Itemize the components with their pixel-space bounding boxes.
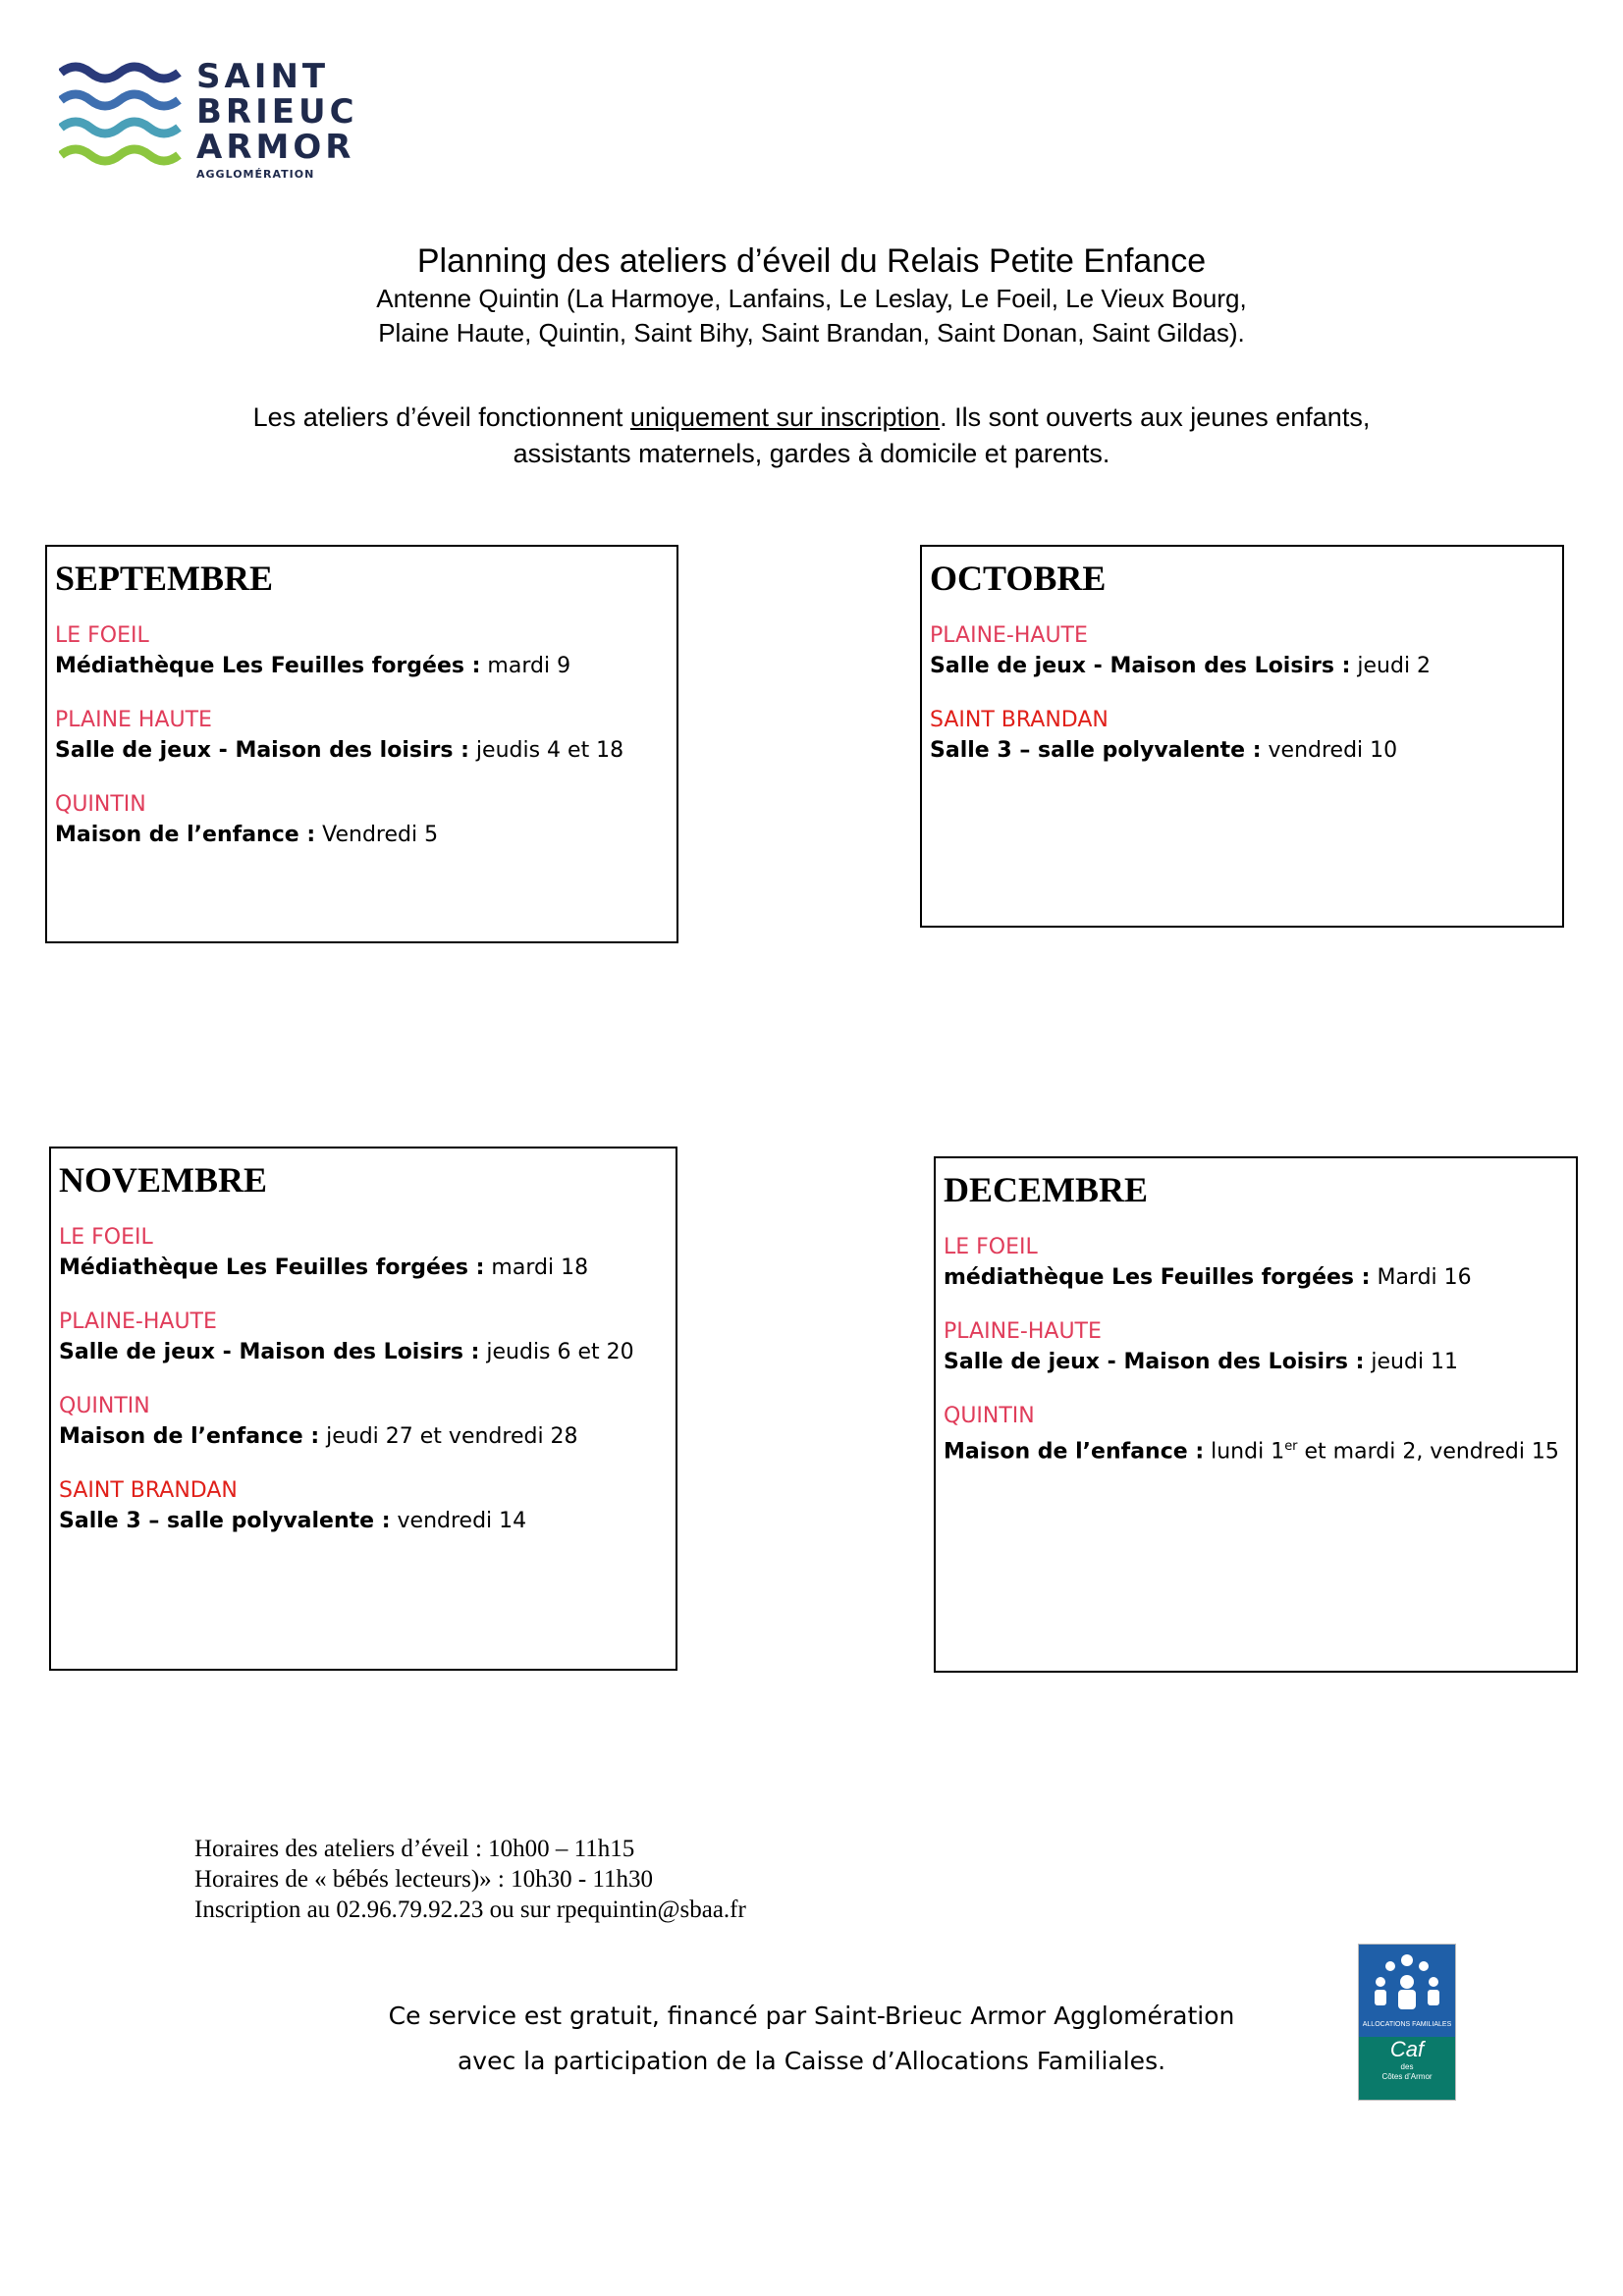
entry-dates: jeudi 27 et vendredi 28	[319, 1424, 578, 1449]
month-box-october	[920, 545, 1564, 928]
caf-line-1: des	[1400, 2062, 1414, 2071]
place-name: LE FOEIL	[59, 1225, 153, 1250]
month-box-september	[45, 545, 678, 943]
intro-underlined: uniquement sur inscription	[629, 402, 941, 432]
waves-icon	[59, 59, 187, 172]
schedule-entry	[55, 621, 669, 682]
venue-name: Salle de jeux - Maison des Loisirs :	[59, 1340, 480, 1364]
place-name: QUINTIN	[944, 1404, 1035, 1428]
entry-detail	[930, 651, 1554, 682]
entry-detail	[944, 1431, 1568, 1468]
venue-name: Salle 3 – salle polyvalente :	[930, 738, 1262, 763]
schedule-entry	[59, 1223, 668, 1284]
intro-line-2: assistants maternels, gardes à domicile et parents.	[513, 439, 1110, 468]
entry-dates: mardi 9	[480, 654, 571, 678]
logo-line-2: BRIEUC	[196, 92, 358, 132]
logo-line-3: ARMOR	[196, 128, 355, 167]
intro-text	[0, 400, 1623, 472]
month-title: DECEMBRE	[944, 1170, 1149, 1209]
entry-detail	[55, 820, 669, 851]
venue-name: Maison de l’enfance :	[59, 1424, 320, 1449]
caf-band-text: ALLOCATIONS FAMILIALES	[1359, 2021, 1455, 2037]
entry-detail	[59, 1337, 668, 1368]
intro-part-1: Les ateliers d’éveil fonctionnent	[252, 402, 630, 432]
month-title: OCTOBRE	[930, 559, 1107, 598]
month-box-november	[49, 1147, 677, 1671]
entry-detail	[55, 735, 669, 767]
superscript: er	[1284, 1439, 1298, 1454]
entry-detail	[930, 735, 1554, 767]
caf-figures-icon	[1359, 1945, 1455, 2021]
place-name: PLAINE-HAUTE	[59, 1309, 217, 1334]
caf-line-2: Côtes d’Armor	[1381, 2072, 1433, 2081]
venue-name: Maison de l’enfance :	[55, 823, 316, 847]
logo-line-4: AGGLOMÉRATION	[196, 168, 315, 181]
entry-dates: jeudi 2	[1350, 654, 1432, 678]
schedule-entry	[55, 790, 669, 851]
page-header	[0, 240, 1623, 350]
entry-dates-a: lundi 1	[1204, 1439, 1285, 1465]
hours-line-2: Horaires de « bébés lecteurs)» : 10h30 - 11h30	[194, 1866, 653, 1893]
caf-bottom	[1359, 2037, 1455, 2100]
venue-name: Maison de l’enfance :	[944, 1439, 1205, 1465]
footer-line-2: avec la participation de la Caisse d’Allocations Familiales.	[457, 2047, 1166, 2075]
caf-name: Caf	[1389, 2037, 1425, 2061]
entry-detail	[59, 1253, 668, 1284]
entry-dates: Mardi 16	[1370, 1265, 1472, 1290]
schedule-entry	[59, 1476, 668, 1537]
month-title: NOVEMBRE	[59, 1160, 268, 1200]
place-name: LE FOEIL	[55, 623, 149, 648]
logo-line-1: SAINT	[196, 57, 330, 96]
caf-logo	[1358, 1944, 1456, 2101]
place-name: SAINT BRANDAN	[59, 1478, 238, 1503]
entry-dates: jeudis 4 et 18	[468, 738, 624, 763]
schedule-entry	[944, 1317, 1568, 1378]
entry-dates: vendredi 14	[390, 1509, 527, 1533]
hours-info	[194, 1834, 746, 1925]
schedule-entry	[55, 706, 669, 767]
entry-detail	[944, 1347, 1568, 1378]
venue-name: Salle 3 – salle polyvalente :	[59, 1509, 391, 1533]
place-name: PLAINE-HAUTE	[944, 1319, 1102, 1344]
entry-detail	[59, 1421, 668, 1453]
entry-detail	[59, 1506, 668, 1537]
intro-part-2: . Ils sont ouverts aux jeunes enfants,	[940, 402, 1371, 432]
entry-detail	[55, 651, 669, 682]
page-title: Planning des ateliers d’éveil du Relais Petite Enfance	[416, 242, 1207, 280]
venue-name: médiathèque Les Feuilles forgées :	[944, 1265, 1371, 1290]
footer-line-1: Ce service est gratuit, financé par Saint-Brieuc Armor Agglomération	[388, 2002, 1235, 2030]
schedule-entry	[59, 1392, 668, 1453]
place-name: LE FOEIL	[944, 1235, 1038, 1259]
hours-line-1: Horaires des ateliers d’éveil : 10h00 – 11h15	[194, 1836, 635, 1862]
entry-dates: mardi 18	[484, 1255, 589, 1280]
place-name: QUINTIN	[59, 1394, 150, 1418]
entry-dates: Vendredi 5	[315, 823, 439, 847]
schedule-entry	[944, 1233, 1568, 1294]
saint-brieuc-armor-logo	[59, 57, 358, 181]
page-subtitle-line-1: Antenne Quintin (La Harmoye, Lanfains, Le Leslay, Le Foeil, Le Vieux Bourg,	[376, 284, 1247, 313]
schedule-entry	[930, 706, 1554, 767]
venue-name: Salle de jeux - Maison des Loisirs :	[944, 1350, 1365, 1374]
place-name: SAINT BRANDAN	[930, 708, 1109, 732]
entry-dates: vendredi 10	[1261, 738, 1398, 763]
schedule-entry	[59, 1308, 668, 1368]
schedule-entry	[944, 1402, 1568, 1468]
entry-detail	[944, 1262, 1568, 1294]
page-subtitle-line-2: Plaine Haute, Quintin, Saint Bihy, Saint Brandan, Saint Donan, Saint Gildas).	[378, 318, 1245, 347]
venue-name: Salle de jeux - Maison des loisirs :	[55, 738, 469, 763]
entry-dates: jeudi 11	[1364, 1350, 1459, 1374]
schedule-entry	[930, 621, 1554, 682]
venue-name: Médiathèque Les Feuilles forgées :	[55, 654, 481, 678]
venue-name: Salle de jeux - Maison des Loisirs :	[930, 654, 1351, 678]
place-name: PLAINE HAUTE	[55, 708, 212, 732]
logo-wordmark	[196, 59, 358, 183]
hours-line-3: Inscription au 02.96.79.92.23 ou sur rpequintin@sbaa.fr	[194, 1896, 746, 1923]
month-title: SEPTEMBRE	[55, 559, 274, 598]
venue-name: Médiathèque Les Feuilles forgées :	[59, 1255, 485, 1280]
entry-dates: jeudis 6 et 20	[479, 1340, 634, 1364]
month-box-december	[934, 1156, 1578, 1673]
place-name: PLAINE-HAUTE	[930, 623, 1088, 648]
entry-dates-b: et mardi 2, vendredi 15	[1297, 1439, 1559, 1465]
place-name: QUINTIN	[55, 792, 146, 817]
